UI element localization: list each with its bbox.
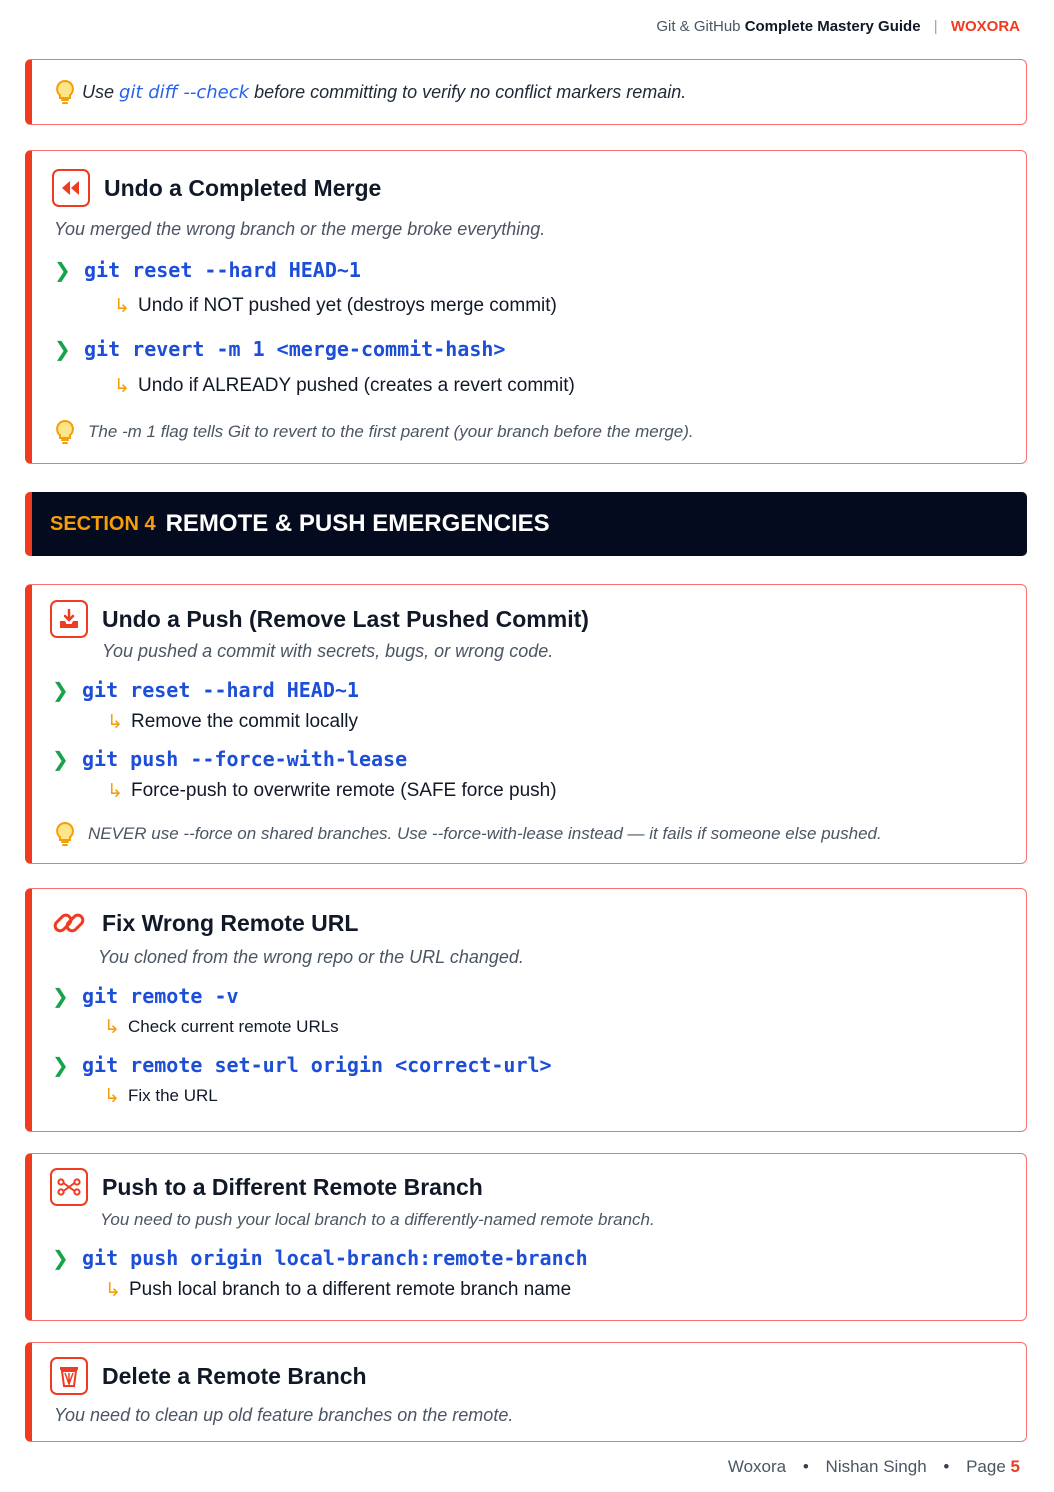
undo-push-subtitle: You pushed a commit with secrets, bugs, or wrong code. xyxy=(102,641,554,661)
chevron-icon: ❯ xyxy=(52,747,69,771)
tip-note xyxy=(54,821,882,847)
remote-url-card xyxy=(25,888,1027,1132)
return-arrow-icon: ↳ xyxy=(107,711,123,733)
guide-prefix: Git & GitHub xyxy=(656,18,741,35)
command-code: git remote -v xyxy=(82,984,239,1008)
undo-merge-card xyxy=(25,150,1027,464)
lightbulb-icon xyxy=(54,821,88,847)
card-title xyxy=(50,904,358,942)
command-description xyxy=(107,780,557,802)
download-tray-icon xyxy=(50,600,88,638)
command-code: git push origin local-branch:remote-branch xyxy=(82,1246,588,1270)
note-text: NEVER use --force on shared branches. Use --force-with-lease instead — it fails if someone else pushed. xyxy=(88,824,882,843)
trash-icon xyxy=(50,1357,88,1395)
command-line xyxy=(52,1053,552,1077)
return-arrow-icon: ↳ xyxy=(104,1085,120,1107)
description-text: Push local branch to a different remote branch name xyxy=(129,1279,572,1300)
push-branch-card xyxy=(25,1153,1027,1321)
remote-url-title: Fix Wrong Remote URL xyxy=(102,909,359,936)
return-arrow-icon: ↳ xyxy=(114,375,130,397)
command-description xyxy=(104,1016,339,1038)
return-arrow-icon: ↳ xyxy=(107,780,123,802)
tip-suffix: before committing to verify no conflict markers remain. xyxy=(254,81,687,102)
command-code: git reset --hard HEAD~1 xyxy=(82,678,359,702)
delete-branch-title: Delete a Remote Branch xyxy=(102,1362,367,1389)
command-description xyxy=(114,295,557,317)
rewind-icon xyxy=(52,169,90,207)
description-text: Check current remote URLs xyxy=(128,1017,339,1036)
description-text: Undo if ALREADY pushed (creates a revert commit) xyxy=(138,375,575,396)
guide-title: Complete Mastery Guide xyxy=(744,18,921,35)
return-arrow-icon: ↳ xyxy=(104,1016,120,1038)
undo-merge-title: Undo a Completed Merge xyxy=(104,174,382,201)
push-branch-subtitle: You need to push your local branch to a differently-named remote branch. xyxy=(100,1210,655,1229)
command-line xyxy=(52,678,359,702)
branch-icon xyxy=(50,1168,88,1206)
section-banner xyxy=(25,492,1027,556)
chevron-icon: ❯ xyxy=(52,984,69,1008)
footer-dot: • xyxy=(802,1457,809,1476)
card-title xyxy=(50,1357,367,1395)
section-label: SECTION 4 xyxy=(50,512,156,535)
undo-merge-subtitle: You merged the wrong branch or the merge broke everything. xyxy=(54,219,546,239)
undo-push-title: Undo a Push (Remove Last Pushed Commit) xyxy=(102,605,589,632)
undo-push-card xyxy=(25,584,1027,864)
command-line xyxy=(52,984,239,1008)
brand-name: WOXORA xyxy=(950,18,1020,35)
return-arrow-icon: ↳ xyxy=(105,1279,121,1301)
command-line xyxy=(54,337,505,361)
card-title xyxy=(50,1168,483,1206)
command-description xyxy=(104,1085,218,1107)
command-line xyxy=(54,258,361,282)
chevron-icon: ❯ xyxy=(54,258,71,282)
chevron-icon: ❯ xyxy=(54,337,71,361)
command-line xyxy=(52,747,407,771)
tip-code: git diff --check xyxy=(119,81,250,103)
command-description xyxy=(107,711,358,733)
description-text: Fix the URL xyxy=(128,1086,218,1105)
command-code: git push --force-with-lease xyxy=(82,747,408,771)
footer-author: Nishan Singh xyxy=(825,1457,927,1476)
page-label: Page xyxy=(966,1457,1006,1476)
tip-note xyxy=(54,419,694,445)
footer-brand: Woxora xyxy=(727,1457,787,1476)
command-code: git revert -m 1 <merge-commit-hash> xyxy=(84,337,506,361)
delete-branch-card xyxy=(25,1342,1027,1442)
lightbulb-icon xyxy=(54,419,88,445)
remote-url-subtitle: You cloned from the wrong repo or the URL changed. xyxy=(98,947,524,967)
note-text: The -m 1 flag tells Git to revert to the first parent (your branch before the merge). xyxy=(88,422,694,441)
page-footer xyxy=(728,1457,1020,1477)
card-title xyxy=(52,169,381,207)
command-code: git reset --hard HEAD~1 xyxy=(84,258,361,282)
chevron-icon: ❯ xyxy=(52,1053,69,1077)
chevron-icon: ❯ xyxy=(52,678,69,702)
push-branch-title: Push to a Different Remote Branch xyxy=(102,1173,483,1200)
description-text: Undo if NOT pushed yet (destroys merge commit) xyxy=(138,295,557,316)
header-separator: | xyxy=(933,18,938,35)
section-title: REMOTE & PUSH EMERGENCIES xyxy=(165,510,550,537)
description-text: Remove the commit locally xyxy=(131,711,359,732)
link-icon xyxy=(50,904,88,942)
footer-dot: • xyxy=(943,1457,950,1476)
chevron-icon: ❯ xyxy=(52,1246,69,1270)
return-arrow-icon: ↳ xyxy=(114,295,130,317)
page-number: 5 xyxy=(1010,1457,1020,1476)
page-header xyxy=(656,18,1020,35)
tip-prefix: Use xyxy=(82,81,115,102)
command-code: git remote set-url origin <correct-url> xyxy=(82,1053,552,1077)
description-text: Force-push to overwrite remote (SAFE force push) xyxy=(131,780,557,801)
command-description xyxy=(114,375,575,397)
delete-branch-subtitle: You need to clean up old feature branches on the remote. xyxy=(54,1405,514,1425)
card-title xyxy=(50,600,589,638)
command-description xyxy=(105,1279,571,1301)
tip-card xyxy=(25,59,1027,125)
lightbulb-icon xyxy=(54,79,82,105)
command-line xyxy=(52,1246,588,1270)
